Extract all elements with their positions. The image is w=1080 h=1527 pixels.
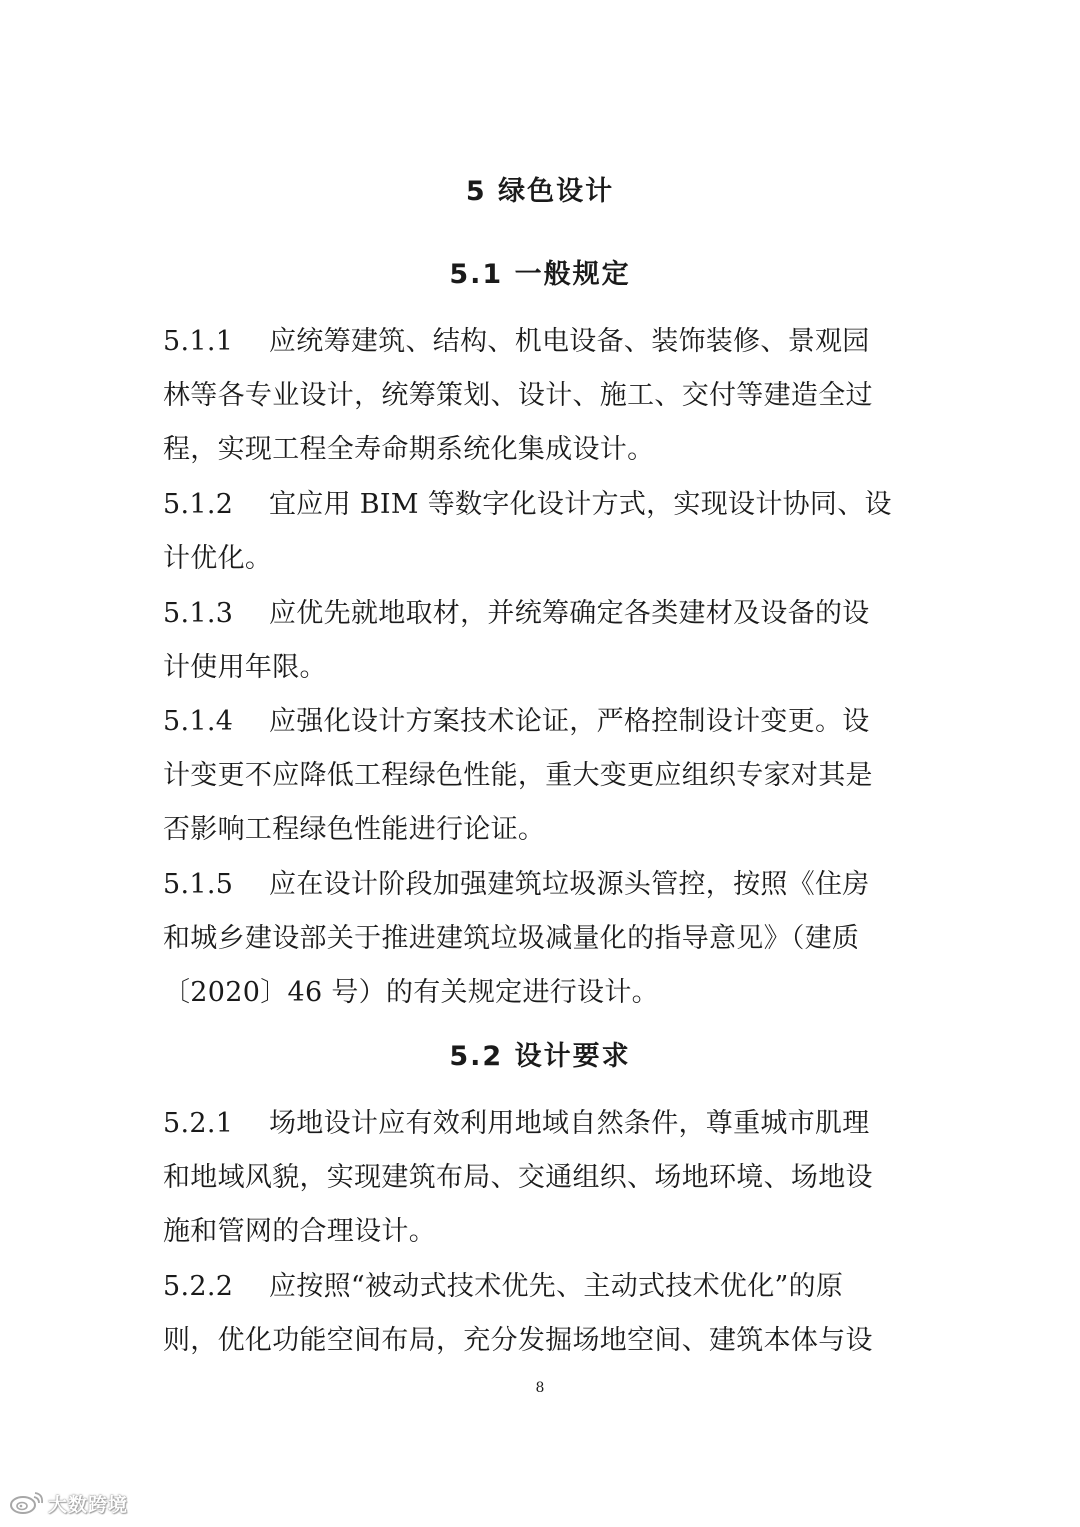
clause-5-1-4 [163,695,923,857]
clause-text: 场地设计应有效利用地域自然条件，尊重城市肌理 [269,1108,870,1139]
clause-line: 〔2020〕46 号）的有关规定进行设计。 [163,977,659,1008]
clause-line: 林等各专业设计，统筹策划、设计、施工、交付等建造全过 [163,380,873,411]
clause-line [163,315,923,369]
clause-5-1-5 [163,858,923,1020]
clause-line [163,1260,923,1314]
clause-line: 施和管网的合理设计。 [163,1216,436,1247]
watermark-text: 大数跨境 [48,1493,129,1516]
clause-text: 应在设计阶段加强建筑垃圾源头管控，按照《住房 [269,869,870,900]
clause-number: 5.1.4 [163,706,234,737]
clause-5-1-2 [163,478,923,586]
clause-line: 计优化。 [163,543,273,574]
clause-line: 和地域风貌，实现建筑布局、交通组织、场地环境、场地设 [163,1162,873,1193]
clause-number: 5.1.2 [163,489,234,520]
page-number: 8 [535,1380,545,1396]
clause-text: 应按照“被动式技术优先、主动式技术优化”的原 [269,1271,844,1302]
chapter-title: 5 绿色设计 [465,176,615,207]
clause-5-2-2 [163,1260,923,1368]
clause-number: 5.1.3 [163,598,234,629]
section-title-5-1: 5.1 一般规定 [449,259,631,290]
clause-line [163,695,923,749]
section-title-5-2: 5.2 设计要求 [449,1041,631,1072]
clause-number: 5.2.2 [163,1271,234,1302]
clause-line: 计使用年限。 [163,652,327,683]
clause-line [163,478,923,532]
clause-5-1-1 [163,315,923,477]
clause-5-1-3 [163,587,923,695]
clause-line: 则，优化功能空间布局，充分发掘场地空间、建筑本体与设 [163,1325,873,1356]
weibo-logo-icon [8,1491,44,1515]
clause-text: 应统筹建筑、结构、机电设备、装饰装修、景观园 [269,326,870,357]
clause-line: 和城乡建设部关于推进建筑垃圾减量化的指导意见》（建质 [163,923,860,954]
clause-text: 应优先就地取材，并统筹确定各类建材及设备的设 [269,598,870,629]
clause-text: 宜应用 BIM 等数字化设计方式，实现设计协同、设 [269,489,892,520]
clause-line: 否影响工程绿色性能进行论证。 [163,814,546,845]
watermark [8,1488,128,1518]
clause-line [163,587,923,641]
clause-line [163,858,923,912]
clause-5-2-1 [163,1097,923,1259]
clause-number: 5.2.1 [163,1108,234,1139]
clause-line: 程，实现工程全寿命期系统化集成设计。 [163,434,655,465]
clause-line [163,1097,923,1151]
clause-text: 应强化设计方案技术论证，严格控制设计变更。设 [269,706,870,737]
clause-line: 计变更不应降低工程绿色性能，重大变更应组织专家对其是 [163,760,873,791]
clause-number: 5.1.1 [163,326,234,357]
clause-number: 5.1.5 [163,869,234,900]
